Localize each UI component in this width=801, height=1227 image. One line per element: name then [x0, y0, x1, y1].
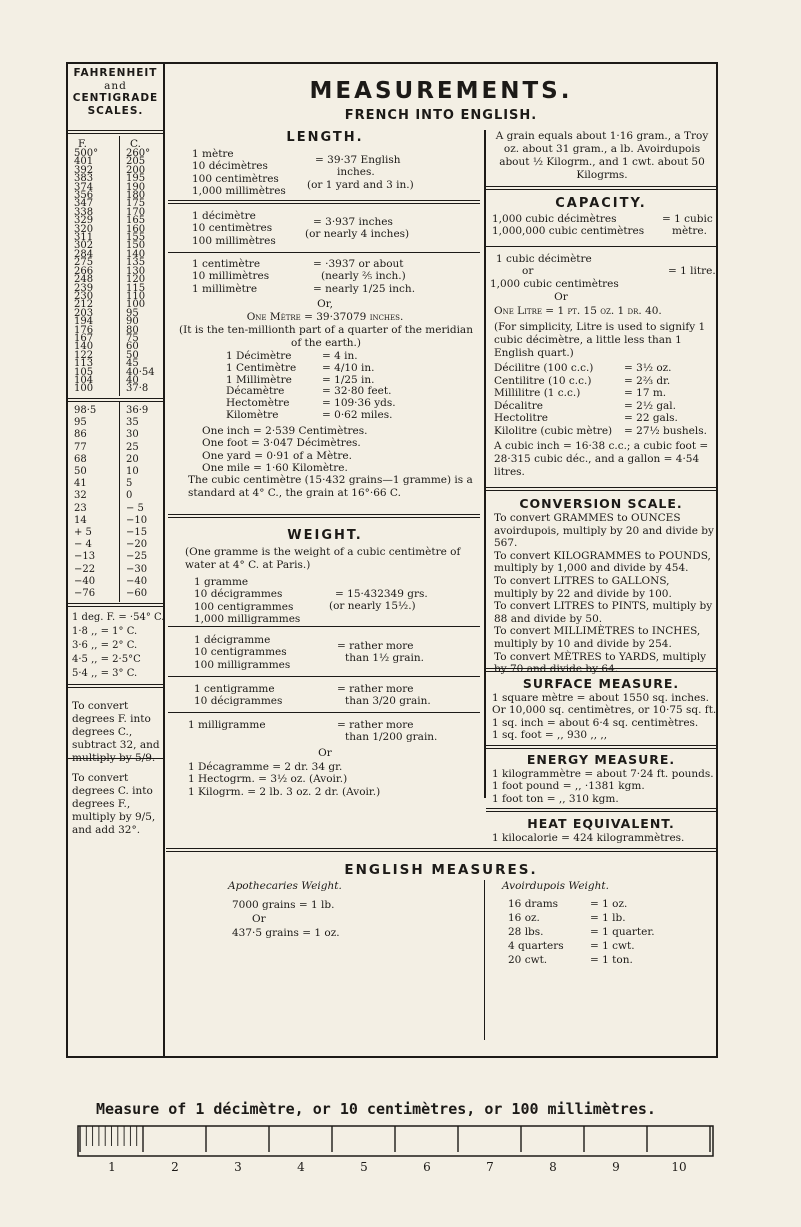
cell-left: 95	[74, 417, 87, 429]
weight-block-2-value: = rather more than 1½ grain.	[337, 640, 424, 665]
cell-left: 105	[74, 366, 94, 378]
cell-right: 115	[126, 282, 146, 294]
surface-heading: SURFACE MEASURE.	[522, 676, 680, 691]
cell-right: 200	[126, 164, 146, 176]
cubic-centimetre-note: The cubic centimètre (15·432 grains—1 gramme) is a standard at 4° C., the grain at 16°·66 C.	[188, 474, 473, 499]
cell-left: 338	[74, 206, 94, 218]
conversion-heading: CONVERSION SCALE.	[519, 496, 683, 511]
cell-left: 401	[74, 156, 94, 168]
one-metre: One Mètre = 39·37079 inches.	[246, 311, 404, 323]
cell-right: = 1/25 in.	[322, 373, 375, 386]
conversion-text: To convert GRAMMES to OUNCES avoirdupois, multiply by 20 and divide by 567. To convert KILOGRAMMES to POUNDS, multiply by 1,000 and divide by 454. To convert LITRES to GALLONS, multiply by 22 and divide by 100. To convert LITRES to PINTS, multiply by 88 and divide by 50. To convert MILLIMÈTRES to INCHES, multiply by 10 and divide by 254. To convert MÈTRES to YARDS, multiply by 70 and divide by 64.	[494, 512, 714, 676]
cell-right: 45	[126, 358, 139, 370]
cell-right: 165	[126, 215, 146, 227]
cell-left: 113	[74, 358, 94, 370]
cell-right: 75	[126, 332, 139, 344]
cell-left: Décalitre	[494, 399, 543, 412]
cell-right: 36·9	[126, 405, 149, 416]
cell-left: 374	[74, 181, 94, 193]
ruler-ticks	[80, 1126, 710, 1152]
weight-or: Or	[318, 747, 332, 759]
cell-right: = 1 oz.	[590, 898, 628, 910]
surface-text: 1 square mètre = about 1550 sq. inches. Or 10,000 sq. centimètres, or 10·75 sq. ft. 1 sq. inch = about 6·4 sq. centimètres. 1 sq. foot = ,, 930 ,, ,,	[492, 692, 717, 742]
energy-heading: ENERGY MEASURE.	[526, 752, 676, 767]
apothecaries-list: 7000 grains = 1 lb. Or 437·5 grains = 1 oz.	[232, 899, 340, 939]
fahrenheit-title: FAHRENHEIT and CENTIGRADE SCALES.	[72, 67, 159, 117]
cell-left: −13	[74, 551, 96, 563]
cell-right: 25	[126, 441, 139, 453]
weight-block-1: 1 gramme 10 décigrammes 100 centigrammes 1,000 milligrammes	[194, 576, 301, 626]
cell-left: 500°	[74, 148, 99, 159]
cell-right: 10	[126, 466, 139, 478]
weight-block-4: 1 milligramme	[188, 719, 266, 731]
capacity-heading: CAPACITY.	[555, 196, 647, 211]
cell-right: = 1 quarter.	[590, 926, 655, 938]
ruler-number: 8	[549, 1160, 557, 1174]
cell-right: 40	[126, 374, 139, 386]
cell-left: 302	[74, 240, 94, 252]
cell-right: = 32·80 feet.	[322, 385, 392, 398]
length-block-3: 1 centimètre 10 millimètres 1 millimètre	[192, 258, 270, 295]
cell-right: = 22 gals.	[624, 412, 678, 424]
cell-right: 170	[126, 206, 146, 218]
cell-left: 248	[74, 274, 94, 286]
weight-block-4-value: = rather more than 1/200 grain.	[337, 719, 438, 744]
capacity-line-2: 1 cubic décimètre or 1,000 cubic centimètres	[490, 253, 619, 290]
cell-left: 14	[74, 514, 87, 526]
capacity-line-2-value: = 1 litre.	[668, 265, 716, 277]
cell-left: Centilitre (10 c.c.)	[494, 374, 592, 387]
cell-left: 100	[74, 383, 94, 395]
cell-right: −40	[126, 575, 148, 587]
cell-right: = 4/10 in.	[322, 361, 375, 374]
cell-right: = 109·36 yds.	[322, 397, 396, 410]
cell-right: 260°	[126, 148, 151, 159]
cell-right: −10	[126, 514, 148, 526]
weight-deca: 1 Décagramme = 2 dr. 34 gr. 1 Hectogrm. = 3½ oz. (Avoir.) 1 Kilogrm. = 2 lb. 3 oz. 2 dr. (Avoir.)	[188, 761, 381, 798]
english-heading: ENGLISH MEASURES.	[344, 862, 538, 878]
cell-left: 1 Millimètre	[226, 373, 292, 386]
cell-left: − 4	[74, 539, 92, 551]
cell-left: 311	[74, 232, 94, 244]
cell-right: −15	[126, 527, 148, 539]
weight-block-3-value: = rather more than 3/20 grain.	[337, 683, 431, 708]
cell-left: 41	[74, 478, 87, 490]
cell-right: 160	[126, 223, 146, 235]
weight-block-2: 1 décigramme 10 centigrammes 100 milligrammes	[194, 634, 291, 671]
cell-left: 68	[74, 453, 87, 465]
cell-right: = 4 in.	[322, 350, 358, 362]
litre-note: (For simplicity, Litre is used to signify 1 cubic décimètre, a little less than 1 English quart.)	[494, 321, 706, 359]
cell-left: 167	[74, 332, 94, 344]
cell-left: 23	[74, 502, 87, 514]
ruler-number: 4	[297, 1160, 305, 1174]
cell-left: Hectomètre	[226, 397, 290, 410]
ruler-number: 1	[108, 1160, 116, 1174]
capacity-line-1: 1,000 cubic décimètres 1,000,000 cubic centimètres	[492, 213, 645, 238]
cell-left: 356	[74, 190, 94, 202]
cell-right: 80	[126, 324, 139, 336]
ruler-number: 9	[612, 1160, 620, 1174]
cell-right: 20	[126, 453, 139, 465]
cell-right: 95	[126, 307, 139, 319]
weight-heading: WEIGHT.	[287, 528, 363, 543]
ruler-caption: Measure of 1 décimètre, or 10 centimètres, or 100 millimètres.	[96, 1100, 656, 1118]
cell-left: Kilomètre	[226, 408, 279, 421]
heat-text: 1 kilocalorie = 424 kilogrammètres.	[492, 832, 685, 844]
apothecaries-title: Apothecaries Weight.	[228, 880, 342, 892]
cell-left: 4 quarters	[508, 940, 564, 952]
cell-left: 284	[74, 248, 94, 260]
cell-right: 35	[126, 417, 139, 429]
cell-left: 104	[74, 374, 94, 386]
cell-left: Décilitre (100 c.c.)	[494, 362, 594, 374]
cell-right: −30	[126, 563, 148, 575]
cell-left: −22	[74, 563, 96, 575]
cell-left: 320	[74, 223, 94, 235]
cell-right: −25	[126, 551, 148, 563]
cell-right: 50	[126, 349, 139, 361]
cell-right: 40·54	[126, 366, 155, 378]
cell-right: 150	[126, 240, 146, 252]
cell-right: 120	[126, 274, 146, 286]
cell-right: 100	[126, 299, 146, 311]
cell-right: 110	[126, 290, 146, 302]
cell-right: 190	[126, 181, 146, 193]
cell-left: 275	[74, 257, 94, 269]
cell-right: 180	[126, 190, 146, 202]
cell-left: 32	[74, 490, 87, 502]
cell-left: 77	[74, 441, 87, 453]
ruler-number: 3	[234, 1160, 242, 1174]
subtitle: FRENCH INTO ENGLISH.	[344, 108, 538, 123]
cell-left: 239	[74, 282, 94, 294]
metre-note: (It is the ten-millionth part of a quarter of the meridian of the earth.)	[179, 324, 473, 349]
cell-right: 37·8	[126, 383, 149, 395]
cell-right: 60	[126, 341, 139, 353]
weight-block-3: 1 centigramme 10 décigrammes	[194, 683, 283, 708]
length-block-1: 1 mètre 10 décimètres 100 centimètres 1,000 millimètres	[192, 148, 286, 198]
avoirdupois-title: Avoirdupois Weight.	[502, 880, 609, 892]
length-block-2: 1 décimètre 10 centimètres 100 millimètres	[192, 210, 276, 247]
cell-left: + 5	[74, 527, 92, 539]
cell-right: = 2⅔ dr.	[624, 374, 671, 387]
cell-left: 383	[74, 173, 94, 185]
cell-right: 140	[126, 248, 146, 260]
length-or: Or,	[317, 298, 333, 310]
cell-left: 392	[74, 164, 94, 176]
cell-right: = 1 cwt.	[590, 940, 635, 952]
cell-left: 176	[74, 324, 94, 336]
capacity-or: Or	[554, 291, 568, 303]
degree-equivalents: 1 deg. F. = ·54° C. 1·8 ,, = 1° C. 3·6 ,, = 2° C. 4·5 ,, = 2·5°C 5·4 ,, = 3° C.	[72, 612, 165, 679]
cell-left: Hectolitre	[494, 412, 548, 424]
length-heading: LENGTH.	[286, 130, 364, 145]
cell-right: 130	[126, 265, 146, 277]
ruler-number: 5	[360, 1160, 368, 1174]
capacity-line-1-value: = 1 cubic mètre.	[662, 213, 713, 238]
cell-left: 50	[74, 466, 87, 478]
length-block-2-value: = 3·937 inches (or nearly 4 inches)	[305, 216, 410, 241]
cell-right: = 3½ oz.	[624, 362, 672, 374]
cell-left: 212	[74, 299, 94, 311]
col-c-header: C.	[130, 138, 141, 150]
cell-right: 5	[126, 478, 133, 490]
ruler-number: 7	[486, 1160, 494, 1174]
ruler-number: 10	[671, 1160, 687, 1174]
cell-right: = 27½ bushels.	[624, 424, 707, 437]
heat-heading: HEAT EQUIVALENT.	[527, 816, 675, 831]
cell-left: 347	[74, 198, 94, 210]
cell-right: 205	[126, 156, 146, 168]
cell-left: 16 oz.	[508, 912, 540, 924]
cell-left: 28 lbs.	[508, 926, 544, 938]
cell-left: 98·5	[74, 405, 97, 416]
cell-left: 266	[74, 265, 94, 277]
cell-left: 1 Centimètre	[226, 361, 297, 374]
weight-block-1-value: = 15·432349 grs. (or nearly 15½.)	[329, 588, 428, 613]
cell-left: Décamètre	[226, 385, 285, 398]
cell-left: 203	[74, 307, 94, 319]
cell-left: Kilolitre (cubic mètre)	[494, 424, 613, 437]
convert-f-to-c: To convert degrees F. into degrees C., subtract 32, and multiply by 5/9.	[72, 700, 160, 764]
cubic-inch-note: A cubic inch = 16·38 c.c.; a cubic foot = 28·315 cubic déc., and a gallon = 4·54 litres.	[494, 440, 709, 478]
cell-left: 194	[74, 316, 94, 328]
cell-right: = 2½ gal.	[624, 399, 677, 412]
convert-c-to-f: To convert degrees C. into degrees F., multiply by 9/5, and add 32°.	[72, 772, 156, 836]
cell-right: 175	[126, 198, 146, 210]
cell-right: = 1 ton.	[590, 954, 633, 966]
cell-left: 86	[74, 429, 87, 441]
cell-right: 30	[126, 429, 139, 441]
ruler-numbers	[108, 1160, 686, 1174]
weight-intro: (One gramme is the weight of a cubic centimètre of water at 4° C. at Paris.)	[185, 546, 461, 571]
cell-left: −76	[74, 588, 96, 600]
cell-right: = 17 m.	[624, 387, 667, 399]
length-block-3-value: = ·3937 or about (nearly ⅖ inch.) = nearly 1/25 inch.	[313, 258, 416, 295]
one-litre: One Litre = 1 pt. 15 oz. 1 dr. 40.	[494, 305, 662, 317]
main-title: MEASUREMENTS.	[309, 78, 573, 104]
ruler-number: 2	[171, 1160, 179, 1174]
cell-left: 20 cwt.	[508, 954, 548, 966]
cell-left: 140	[74, 341, 94, 353]
cell-right: 195	[126, 173, 146, 185]
energy-text: 1 kilogrammètre = about 7·24 ft. pounds. 1 foot pound = ,, ·1381 kgm. 1 foot ton = ,, 310 kgm.	[492, 768, 714, 805]
cell-right: = 0·62 miles.	[322, 408, 393, 421]
cell-left: Millilitre (1 c.c.)	[494, 387, 581, 399]
cell-left: −40	[74, 575, 96, 587]
cell-left: 329	[74, 215, 94, 227]
cell-left: 16 drams	[508, 898, 559, 910]
cell-right: 155	[126, 232, 146, 244]
col-f-header: F.	[78, 138, 87, 150]
cell-right: 90	[126, 316, 139, 328]
cell-right: −20	[126, 539, 148, 551]
length-misc: One inch = 2·539 Centimètres. One foot = 3·047 Décimètres. One yard = 0·91 of a Mètre. One mile = 1·60 Kilomètre.	[202, 425, 368, 475]
cell-right: 0	[126, 490, 133, 502]
cell-left: 1 Décimètre	[226, 350, 292, 362]
length-block-1-value: = 39·37 English inches. (or 1 yard and 3 in.)	[307, 154, 414, 191]
cell-right: − 5	[126, 502, 144, 514]
cell-left: 122	[74, 349, 94, 361]
cell-left: 230	[74, 290, 94, 302]
cell-right: −60	[126, 588, 148, 600]
ruler-number: 6	[423, 1160, 431, 1174]
cell-right: 135	[126, 257, 146, 269]
grain-note: A grain equals about 1·16 gram., a Troy oz. about 31 gram., a lb. Avoirdupois about ½ Kilogrm., and 1 cwt. about 50 Kilogrms.	[495, 130, 709, 181]
cell-right: = 1 lb.	[590, 912, 626, 924]
